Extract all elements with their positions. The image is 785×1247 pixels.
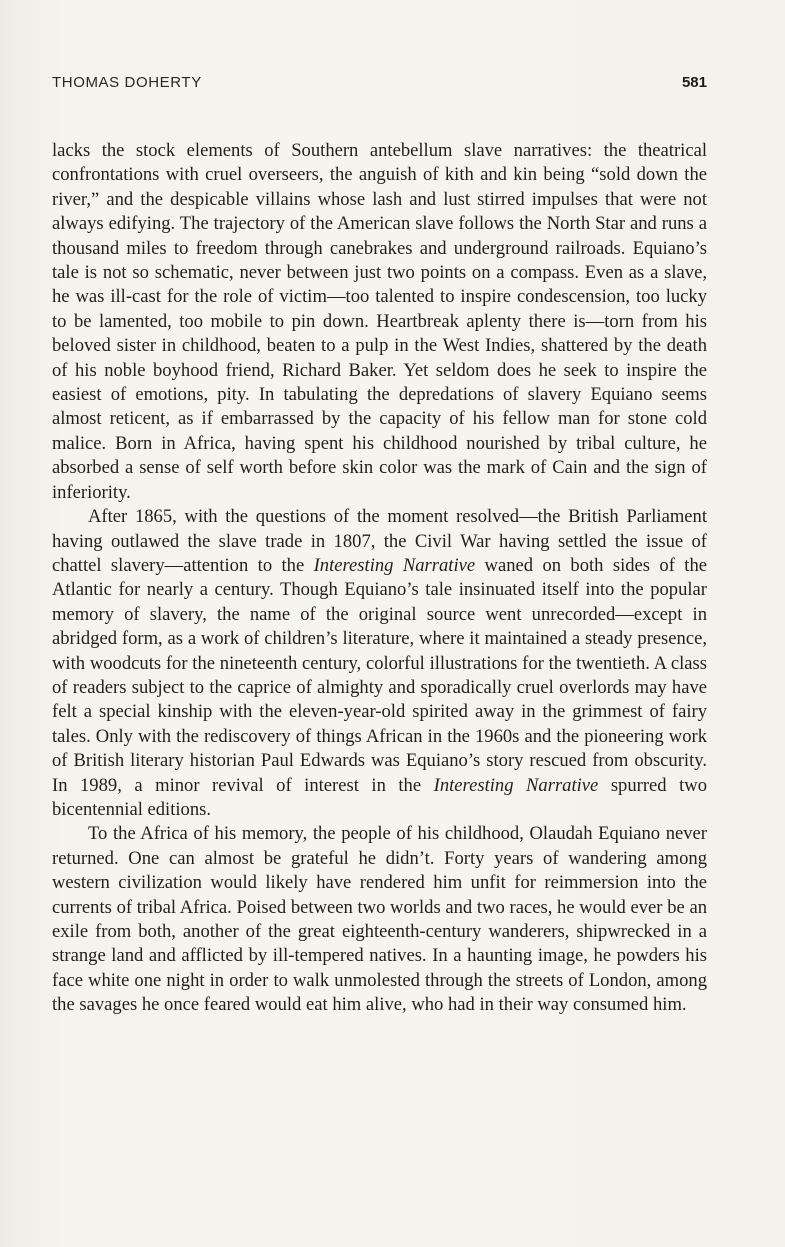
running-header — [52, 74, 707, 98]
paragraph-2-text-a: After 1865, with the questions of the moment resolved—the British Parliament having outlawed the slave trade in 1807, the Civil War having settled the issue of chattel slavery—attention to the — [52, 506, 707, 576]
paragraph-2 — [52, 505, 707, 822]
paragraph-2-text-c: spurred two bicentennial editions. — [52, 774, 707, 820]
paragraph-3 — [52, 822, 707, 1017]
book-title-italic: Interesting Narrative — [313, 554, 476, 576]
paragraph-3-text: To the Africa of his memory, the people of his childhood, Olaudah Equiano never returned. One can almost be grateful he didn’t. Forty years of wandering among western civilization would likely have rendered him unfit for reimmersion into the currents of tribal Africa. Poised between two worlds and two races, he would ever be an exile from both, another of the great eighteenth-century wanderers, shipwrecked in a strange land and afflicted by ill-tempered natives. In a haunting image, he powders his face white one night in order to walk unmolested through the streets of London, among the savages he once feared would eat him alive, who had in their way consumed him. — [52, 823, 707, 1016]
author-name: THOMAS DOHERTY — [52, 74, 202, 91]
page-number: 581 — [681, 74, 707, 91]
book-title-italic: Interesting Narrative — [433, 774, 599, 796]
body-text — [52, 139, 707, 1018]
paragraph-2-text-b: waned on both sides of the Atlantic for nearly a century. Though Equiano’s tale insinuated itself into the popular memory of slavery, the name of the original source went unrecorded—except in abridged form, as a work of children’s literature, where it maintained a steady presence, with woodcuts for the nineteenth century, colorful illustrations for the twentieth. A class of readers subject to the caprice of almighty and sporadically cruel overlords may have felt a special kinship with the eleven-year-old spirited away in the grimmest of fairy tales. Only with the rediscovery of things African in the 1960s and the pioneering work of British literary historian Paul Edwards was Equiano’s story rescued from obscurity. In 1989, a minor revival of interest in the — [52, 554, 707, 796]
paragraph-1-text: lacks the stock elements of Southern antebellum slave narratives: the theatrical confrontations with cruel overseers, the anguish of kith and kin being “sold down the river,” and the despicable villains whose lash and lust stirred impulses that were not always edifying. The trajectory of the American slave follows the North Star and runs a thousand miles to freedom through canebrakes and underground railroads. Equiano’s tale is not so schematic, never between just two points on a compass. Even as a slave, he was ill-cast for the role of victim—too talented to inspire condescension, too lucky to be lamented, too mobile to pin down. Heartbreak aplenty there is—torn from his beloved sister in childhood, beaten to a pulp in the West Indies, shattered by the death of his noble boyhood friend, Richard Baker. Yet seldom does he seek to inspire the easiest of emotions, pity. In tabulating the depredations of slavery Equiano seems almost reticent, as if embarrassed by the capacity of his fellow man for stone cold malice. Born in Africa, having spent his childhood nourished by tribal culture, he absorbed a sense of self worth before skin color was the mark of Cain and the sign of inferiority. — [52, 140, 707, 503]
paragraph-1 — [52, 139, 707, 505]
